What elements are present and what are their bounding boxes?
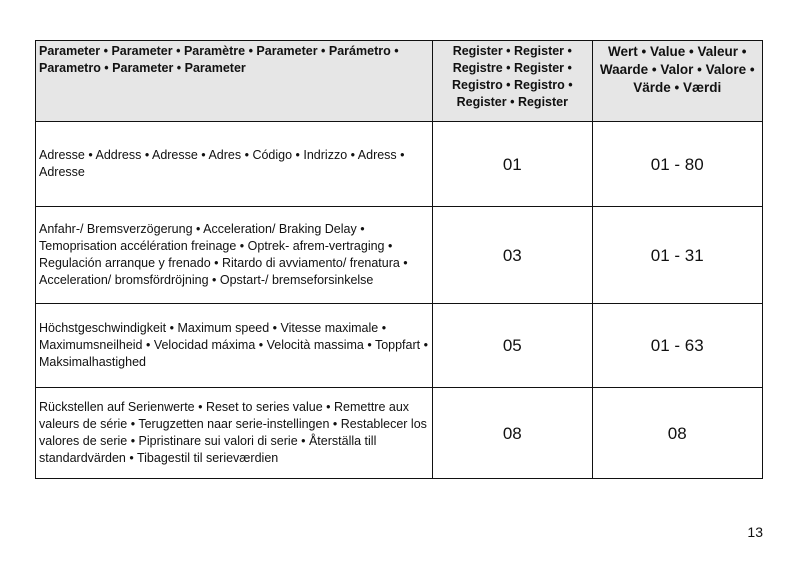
header-value: Wert • Value • Valeur • Waarde • Valor • Valore • Värde • Værdi bbox=[593, 40, 763, 122]
page-number: 13 bbox=[747, 524, 763, 540]
row-register: 08 bbox=[433, 388, 592, 479]
table-header-row bbox=[35, 40, 763, 122]
row-parameter: Rückstellen auf Serienwerte • Reset to series value • Remettre aux valeurs de série • Terugzetten naar serie-instellingen • Restablecer los valores de serie • Pipristinare sui valori di serie • Återställa till standardvärden • Tibagestil til serieværdien bbox=[35, 388, 433, 479]
row-register: 01 bbox=[433, 122, 592, 207]
table-row bbox=[35, 207, 763, 304]
parameter-table bbox=[35, 40, 763, 479]
row-value: 01 - 80 bbox=[593, 122, 763, 207]
row-value: 08 bbox=[593, 388, 763, 479]
table-row bbox=[35, 304, 763, 388]
row-value: 01 - 31 bbox=[593, 207, 763, 304]
row-parameter: Adresse • Address • Adresse • Adres • Código • Indrizzo • Adress • Adresse bbox=[35, 122, 433, 207]
row-parameter: Anfahr-/ Bremsverzögerung • Acceleration/ Braking Delay • Temoprisation accélération freinage • Optrek- afrem-vertraging • Regulación arranque y frenado • Ritardo di avviamento/ frenatura • Acceleration/ bromsfördröjning • Opstart-/ bremseforsinkelse bbox=[35, 207, 433, 304]
row-register: 05 bbox=[433, 304, 592, 388]
table-row bbox=[35, 122, 763, 207]
header-register: Register • Register • Registre • Register • Registro • Registro • Register • Register bbox=[433, 40, 592, 122]
row-register: 03 bbox=[433, 207, 592, 304]
table-row bbox=[35, 388, 763, 479]
row-parameter: Höchstgeschwindigkeit • Maximum speed • Vitesse maximale • Maximumsneilheid • Velocidad máxima • Velocità massima • Toppfart • Maksimalhastighed bbox=[35, 304, 433, 388]
row-value: 01 - 63 bbox=[593, 304, 763, 388]
header-parameter: Parameter • Parameter • Paramètre • Parameter • Parámetro • Parametro • Parameter • Parameter bbox=[35, 40, 433, 122]
